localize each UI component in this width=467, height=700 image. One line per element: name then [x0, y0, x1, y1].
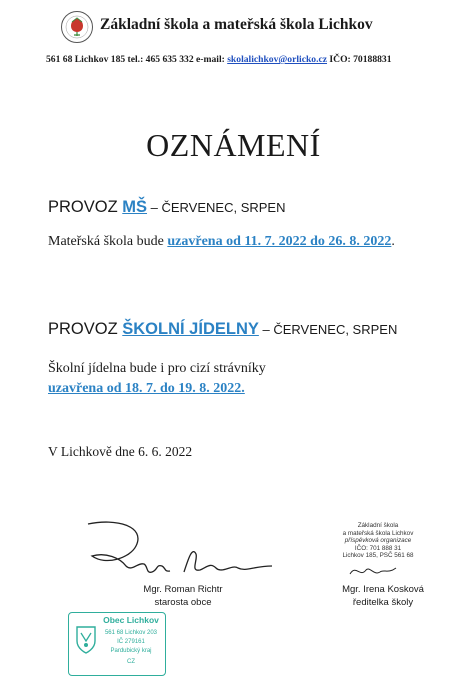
heading-highlight: MŠ [122, 198, 148, 216]
heading-suffix: – ČERVENEC, SRPEN [258, 322, 398, 337]
director-role: ředitelka školy [352, 597, 414, 608]
school-logo [60, 10, 94, 44]
director-signature [348, 560, 398, 580]
school-name: Základní škola a mateřská škola Lichkov [100, 16, 373, 33]
ico-number: IČO: 70188831 [327, 54, 392, 65]
heading-prefix: PROVOZ [48, 198, 123, 216]
section-heading-ms [48, 198, 285, 217]
school-stamp-line4: IČO: 701 888 31 [354, 544, 402, 552]
municipal-stamp-address: 561 68 Lichkov 203 [104, 630, 158, 636]
mayor-name: Mgr. Roman Richtr [143, 584, 223, 595]
contact-address-phone: 561 68 Lichkov 185 tel.: 465 635 332 e-mail: [46, 54, 228, 65]
school-stamp [330, 522, 426, 560]
school-stamp-line2: a mateřská škola Lichkov [342, 529, 414, 537]
place-date: V Lichkově dne 6. 6. 2022 [48, 444, 193, 459]
school-stamp-org-type: příspěvková organizace [344, 537, 412, 545]
text-suffix: . [391, 234, 395, 249]
municipal-stamp-region: Pardubický kraj [110, 648, 152, 654]
email-link[interactable]: skolalichkov@orlicko.cz [227, 54, 328, 65]
director-name: Mgr. Irena Kosková [342, 584, 424, 595]
school-stamp-line3 [330, 537, 426, 545]
text-prefix: Mateřská škola bude [48, 234, 168, 249]
municipal-stamp-country: CZ [127, 659, 135, 665]
heading-highlight: ŠKOLNÍ JÍDELNY [122, 320, 259, 338]
heading-prefix: PROVOZ [48, 320, 123, 338]
school-stamp-line5: Lichkov 185, PSČ 561 68 [342, 552, 414, 560]
municipal-stamp-ic: IČ 279161 [117, 639, 145, 645]
closure-dates: uzavřena od 11. 7. 2022 do 26. 8. 2022 [167, 234, 392, 249]
mayor-role: starosta obce [154, 597, 212, 608]
page-title: OZNÁMENÍ [146, 127, 321, 163]
mayor-signature [86, 516, 276, 586]
heading-suffix: – ČERVENEC, SRPEN [147, 200, 286, 215]
contact-line [46, 54, 392, 65]
section-heading-canteen [48, 320, 397, 339]
municipal-stamp-name: Obec Lichkov [103, 615, 159, 625]
section-text-canteen: Školní jídelna bude i pro cizí strávníky [48, 361, 266, 376]
municipal-stamp [68, 612, 166, 676]
school-stamp-line1: Základní škola [357, 522, 399, 529]
section-text-ms [48, 234, 395, 250]
closure-dates-canteen: uzavřena od 18. 7. do 19. 8. 2022. [48, 381, 245, 396]
crest-icon [75, 625, 97, 655]
